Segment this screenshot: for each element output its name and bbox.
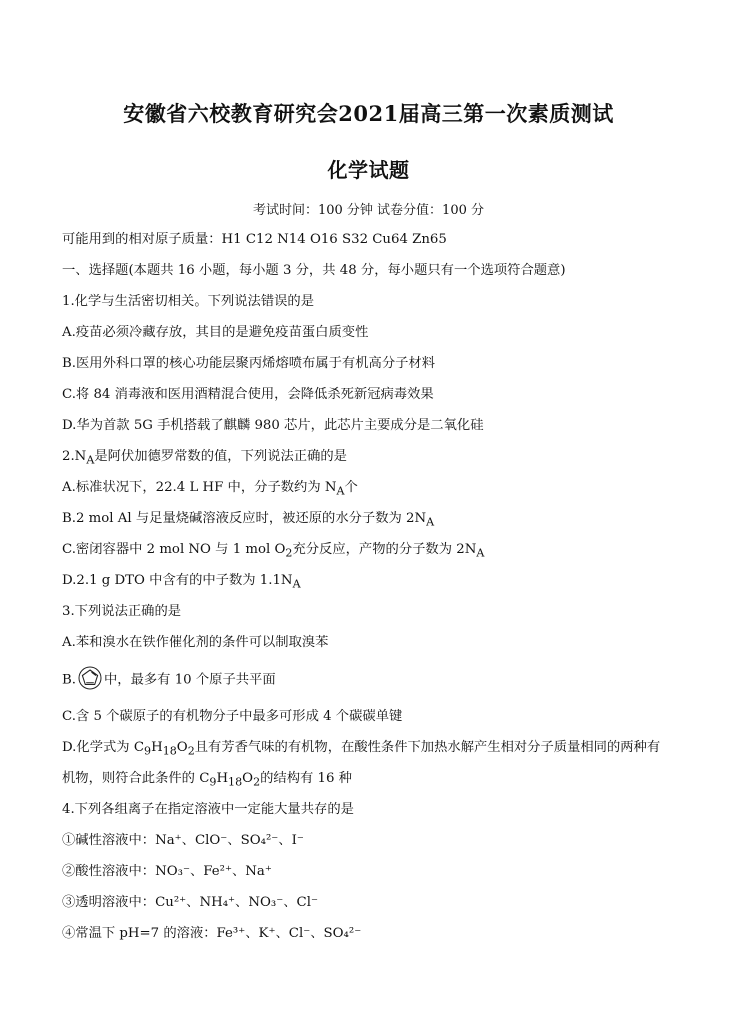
q4-item-3: ③透明溶液中：Cu²⁺、NH₄⁺、NO₃⁻、Cl⁻	[62, 895, 318, 910]
q4-item-1: ①碱性溶液中：Na⁺、ClO⁻、SO₄²⁻、I⁻	[62, 833, 304, 848]
q4-stem: 4.下列各组离子在指定溶液中一定能大量共存的是	[62, 802, 354, 817]
q3-option-d-line1: D.化学式为 $C_9H_{18}O_2$且有芳香气味的有机物，在酸性条件下加热水解产生相对分子质量相同的两种有	[62, 740, 661, 758]
section-heading: 一、选择题(本题共 16 小题，每小题 3 分，共 48 分，每小题只有一个选项符合题意)	[62, 263, 566, 278]
exam-info: 考试时间：100 分钟 试卷分值：100 分	[252, 203, 485, 218]
q2-option-a: A.标准状况下，22.4 L HF 中，分子数约为 $N_A$个	[62, 480, 358, 498]
q2-stem: $2.N_A$是阿伏加德罗常数的值，下列说法正确的是	[62, 449, 347, 467]
exam-title: 安徽省六校教育研究会2021届高三第一次素质测试	[123, 101, 614, 126]
q1-option-d: D.华为首款 5G 手机搭载了麒麟 980 芯片，此芯片主要成分是二氧化硅	[62, 418, 484, 433]
q2-option-b: B.2 mol Al 与足量烧碱溶液反应时，被还原的水分子数为 $2N_A$	[62, 511, 435, 529]
q1-stem: 1.化学与生活密切相关。下列说法错误的是	[62, 294, 315, 309]
q3-option-d-line2: 机物，则符合此条件的 $C_9H_{18}O_2$的结构有 16 种	[62, 771, 352, 789]
q3-option-c: C.含 5 个碳原子的有机物分子中最多可形成 4 个碳碳单键	[62, 709, 403, 724]
q1-option-c: C.将 84 消毒液和医用酒精混合使用，会降低杀死新冠病毒效果	[62, 387, 434, 402]
q3-option-b: B. 中，最多有 10 个原子共平面	[62, 670, 276, 690]
q3-stem: 3.下列说法正确的是	[62, 604, 182, 619]
q2-option-d: D.2.1 g DTO 中含有的中子数为 $1.1N_A$	[62, 573, 301, 591]
q2-option-c: C.密闭容器中 2 mol NO 与 1 mol $O_2$充分反应，产物的分子数为 $2N_A$	[62, 542, 485, 560]
subject-title: 化学试题	[327, 158, 410, 182]
q1-option-b: B.医用外科口罩的核心功能层聚丙烯熔喷布属于有机高分子材料	[62, 356, 436, 371]
q4-item-4: ④常温下 pH=7 的溶液：Fe³⁺、K⁺、Cl⁻、SO₄²⁻	[62, 926, 362, 941]
q1-option-a: A.疫苗必须冷藏存放，其目的是避免疫苗蛋白质变性	[62, 325, 369, 340]
atomic-masses: 可能用到的相对原子质量：H1 C12 N14 O16 S32 Cu64 Zn65	[62, 232, 447, 247]
q4-item-2: ②酸性溶液中：NO₃⁻、Fe²⁺、Na⁺	[62, 864, 272, 879]
cyclopentadiene-ring-icon	[78, 666, 102, 690]
q3-option-a: A.苯和溴水在铁作催化剂的条件可以制取溴苯	[62, 635, 329, 650]
